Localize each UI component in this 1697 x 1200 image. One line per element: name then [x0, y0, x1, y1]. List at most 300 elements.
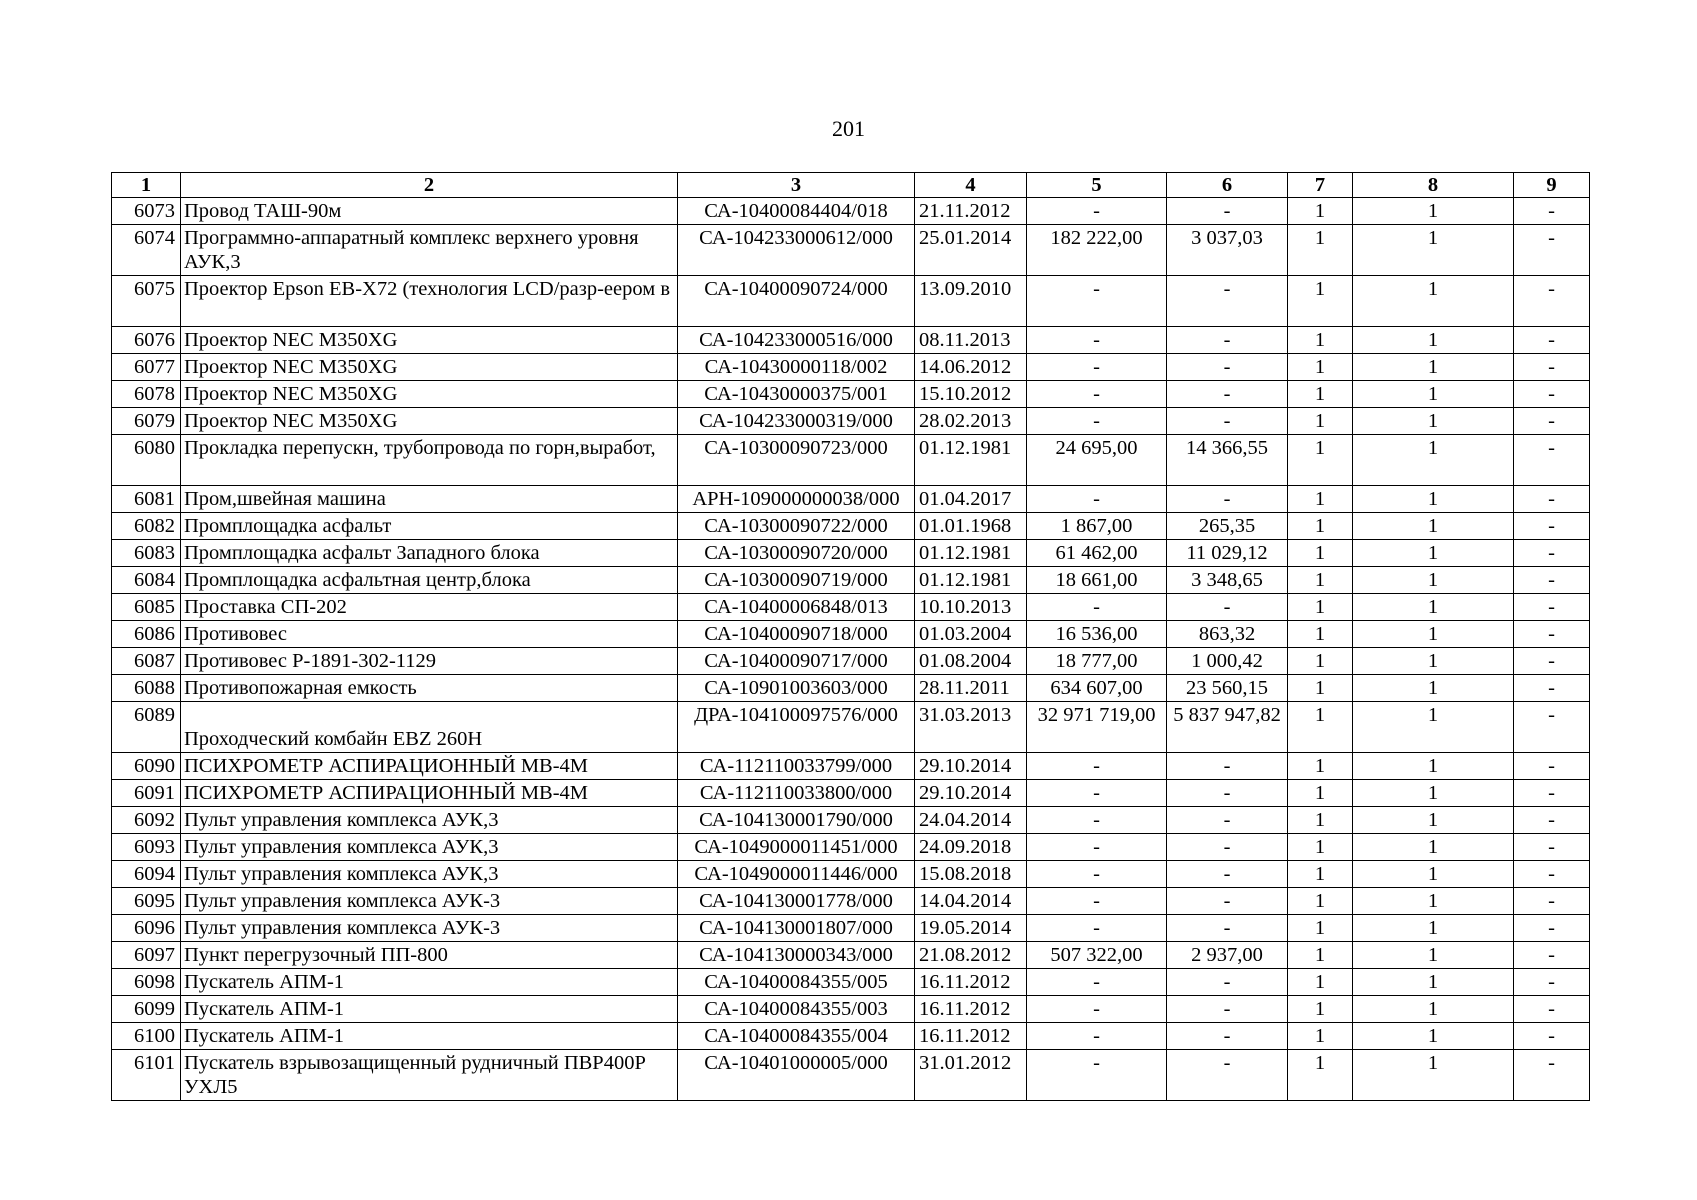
note-cell: -: [1514, 354, 1590, 381]
note-cell: -: [1514, 276, 1590, 327]
quantity-cell: 1: [1288, 1050, 1353, 1101]
inventory-code-cell: СА-10430000375/001: [678, 381, 915, 408]
quantity-cell: 1: [1288, 780, 1353, 807]
note-cell: -: [1514, 834, 1590, 861]
count-cell: 1: [1353, 753, 1514, 780]
header-cell: 1: [112, 173, 181, 198]
date-cell: 28.11.2011: [915, 675, 1027, 702]
item-name-cell: Противовес Р-1891-302-1129: [181, 648, 678, 675]
count-cell: 1: [1353, 276, 1514, 327]
date-cell: 29.10.2014: [915, 780, 1027, 807]
note-cell: -: [1514, 513, 1590, 540]
item-name-cell: Пульт управления комплекса АУК,3: [181, 834, 678, 861]
row-number-cell: 6092: [112, 807, 181, 834]
note-cell: -: [1514, 594, 1590, 621]
cost-value-cell: -: [1027, 381, 1167, 408]
date-cell: 19.05.2014: [915, 915, 1027, 942]
row-number-cell: 6078: [112, 381, 181, 408]
note-cell: -: [1514, 198, 1590, 225]
count-cell: 1: [1353, 1050, 1514, 1101]
count-cell: 1: [1353, 621, 1514, 648]
quantity-cell: 1: [1288, 915, 1353, 942]
inventory-code-cell: СА-10300090722/000: [678, 513, 915, 540]
quantity-cell: 1: [1288, 354, 1353, 381]
quantity-cell: 1: [1288, 648, 1353, 675]
table-row: [112, 1023, 1590, 1050]
table-row: [112, 540, 1590, 567]
cost-value-cell: 1 867,00: [1027, 513, 1167, 540]
inventory-code-cell: СА-104130000343/000: [678, 942, 915, 969]
quantity-cell: 1: [1288, 1023, 1353, 1050]
item-name-cell: Проектор NEC M350XG: [181, 327, 678, 354]
residual-value-cell: -: [1167, 969, 1288, 996]
residual-value-cell: -: [1167, 486, 1288, 513]
residual-value-cell: -: [1167, 834, 1288, 861]
table-row: [112, 381, 1590, 408]
quantity-cell: 1: [1288, 834, 1353, 861]
quantity-cell: 1: [1288, 621, 1353, 648]
date-cell: 01.12.1981: [915, 567, 1027, 594]
date-cell: 01.04.2017: [915, 486, 1027, 513]
residual-value-cell: 2 937,00: [1167, 942, 1288, 969]
row-number-cell: 6077: [112, 354, 181, 381]
cost-value-cell: -: [1027, 354, 1167, 381]
table-row: [112, 408, 1590, 435]
count-cell: 1: [1353, 888, 1514, 915]
date-cell: 14.04.2014: [915, 888, 1027, 915]
item-name-cell: Проставка СП-202: [181, 594, 678, 621]
inventory-code-cell: СА-112110033799/000: [678, 753, 915, 780]
row-number-cell: 6096: [112, 915, 181, 942]
cost-value-cell: -: [1027, 915, 1167, 942]
date-cell: 14.06.2012: [915, 354, 1027, 381]
inventory-code-cell: СА-10401000005/000: [678, 1050, 915, 1101]
date-cell: 25.01.2014: [915, 225, 1027, 276]
inventory-code-cell: АРН-109000000038/000: [678, 486, 915, 513]
residual-value-cell: -: [1167, 1023, 1288, 1050]
inventory-code-cell: СА-10400090724/000: [678, 276, 915, 327]
quantity-cell: 1: [1288, 807, 1353, 834]
table-row: [112, 486, 1590, 513]
residual-value-cell: 863,32: [1167, 621, 1288, 648]
quantity-cell: 1: [1288, 594, 1353, 621]
row-number-cell: 6095: [112, 888, 181, 915]
table-row: [112, 276, 1590, 327]
note-cell: -: [1514, 621, 1590, 648]
table-row: [112, 567, 1590, 594]
item-name-cell: Пром,швейная машина: [181, 486, 678, 513]
cost-value-cell: 182 222,00: [1027, 225, 1167, 276]
table-row: [112, 513, 1590, 540]
quantity-cell: 1: [1288, 861, 1353, 888]
item-name-cell: Прокладка перепускн, трубопровода по горн,выработ,: [181, 435, 678, 486]
quantity-cell: 1: [1288, 486, 1353, 513]
date-cell: 16.11.2012: [915, 1023, 1027, 1050]
inventory-code-cell: СА-10400090718/000: [678, 621, 915, 648]
residual-value-cell: 11 029,12: [1167, 540, 1288, 567]
note-cell: -: [1514, 702, 1590, 753]
date-cell: 21.08.2012: [915, 942, 1027, 969]
table-row: [112, 915, 1590, 942]
cost-value-cell: -: [1027, 594, 1167, 621]
residual-value-cell: -: [1167, 276, 1288, 327]
note-cell: -: [1514, 861, 1590, 888]
inventory-code-cell: СА-10430000118/002: [678, 354, 915, 381]
inventory-code-cell: СА-10400084355/005: [678, 969, 915, 996]
cost-value-cell: 24 695,00: [1027, 435, 1167, 486]
residual-value-cell: -: [1167, 354, 1288, 381]
row-number-cell: 6085: [112, 594, 181, 621]
count-cell: 1: [1353, 996, 1514, 1023]
note-cell: -: [1514, 327, 1590, 354]
count-cell: 1: [1353, 408, 1514, 435]
table-row: [112, 1050, 1590, 1101]
note-cell: -: [1514, 540, 1590, 567]
date-cell: 24.04.2014: [915, 807, 1027, 834]
residual-value-cell: -: [1167, 780, 1288, 807]
row-number-cell: 6080: [112, 435, 181, 486]
note-cell: -: [1514, 888, 1590, 915]
cost-value-cell: 634 607,00: [1027, 675, 1167, 702]
cost-value-cell: 507 322,00: [1027, 942, 1167, 969]
residual-value-cell: -: [1167, 594, 1288, 621]
count-cell: 1: [1353, 702, 1514, 753]
item-name-cell: Проектор NEC M350XG: [181, 354, 678, 381]
residual-value-cell: 265,35: [1167, 513, 1288, 540]
item-name-cell: Проектор NEC M350XG: [181, 408, 678, 435]
quantity-cell: 1: [1288, 327, 1353, 354]
quantity-cell: 1: [1288, 225, 1353, 276]
residual-value-cell: 23 560,15: [1167, 675, 1288, 702]
row-number-cell: 6098: [112, 969, 181, 996]
count-cell: 1: [1353, 969, 1514, 996]
date-cell: 13.09.2010: [915, 276, 1027, 327]
residual-value-cell: -: [1167, 915, 1288, 942]
quantity-cell: 1: [1288, 753, 1353, 780]
count-cell: 1: [1353, 198, 1514, 225]
item-name-cell: ПСИХРОМЕТР АСПИРАЦИОННЫЙ МВ-4М: [181, 753, 678, 780]
count-cell: 1: [1353, 675, 1514, 702]
inventory-code-cell: СА-10400084355/003: [678, 996, 915, 1023]
table-row: [112, 327, 1590, 354]
table-row: [112, 834, 1590, 861]
cost-value-cell: -: [1027, 276, 1167, 327]
count-cell: 1: [1353, 861, 1514, 888]
count-cell: 1: [1353, 435, 1514, 486]
inventory-code-cell: СА-104130001807/000: [678, 915, 915, 942]
table-row: [112, 198, 1590, 225]
residual-value-cell: -: [1167, 888, 1288, 915]
item-name-cell: Противовес: [181, 621, 678, 648]
quantity-cell: 1: [1288, 969, 1353, 996]
note-cell: -: [1514, 381, 1590, 408]
item-name-cell: Пускатель АПМ-1: [181, 1023, 678, 1050]
cost-value-cell: 32 971 719,00: [1027, 702, 1167, 753]
residual-value-cell: 3 348,65: [1167, 567, 1288, 594]
row-number-cell: 6086: [112, 621, 181, 648]
inventory-table: [111, 172, 1590, 1101]
note-cell: -: [1514, 1023, 1590, 1050]
cost-value-cell: -: [1027, 861, 1167, 888]
date-cell: 21.11.2012: [915, 198, 1027, 225]
quantity-cell: 1: [1288, 675, 1353, 702]
residual-value-cell: -: [1167, 327, 1288, 354]
quantity-cell: 1: [1288, 381, 1353, 408]
count-cell: 1: [1353, 648, 1514, 675]
table-row: [112, 996, 1590, 1023]
row-number-cell: 6073: [112, 198, 181, 225]
count-cell: 1: [1353, 513, 1514, 540]
cost-value-cell: -: [1027, 1023, 1167, 1050]
quantity-cell: 1: [1288, 540, 1353, 567]
cost-value-cell: 18 777,00: [1027, 648, 1167, 675]
header-cell: 9: [1514, 173, 1590, 198]
note-cell: -: [1514, 915, 1590, 942]
cost-value-cell: -: [1027, 969, 1167, 996]
residual-value-cell: -: [1167, 996, 1288, 1023]
date-cell: 01.08.2004: [915, 648, 1027, 675]
header-cell: 3: [678, 173, 915, 198]
note-cell: -: [1514, 675, 1590, 702]
item-name-cell: Проходческий комбайн EBZ 260H: [181, 702, 678, 753]
item-name-cell: Пункт перегрузочный ПП-800: [181, 942, 678, 969]
date-cell: 08.11.2013: [915, 327, 1027, 354]
row-number-cell: 6089: [112, 702, 181, 753]
item-name-cell: ПСИХРОМЕТР АСПИРАЦИОННЫЙ МВ-4М: [181, 780, 678, 807]
header-cell: 2: [181, 173, 678, 198]
header-row: [112, 173, 1590, 198]
item-name-cell: Противопожарная емкость: [181, 675, 678, 702]
table-row: [112, 675, 1590, 702]
date-cell: 01.01.1968: [915, 513, 1027, 540]
row-number-cell: 6083: [112, 540, 181, 567]
page-number: 201: [832, 116, 865, 141]
row-number-cell: 6101: [112, 1050, 181, 1101]
cost-value-cell: 18 661,00: [1027, 567, 1167, 594]
inventory-code-cell: СА-10300090720/000: [678, 540, 915, 567]
count-cell: 1: [1353, 834, 1514, 861]
row-number-cell: 6094: [112, 861, 181, 888]
date-cell: 10.10.2013: [915, 594, 1027, 621]
item-name-cell: Промплощадка асфальт Западного блока: [181, 540, 678, 567]
item-name-cell: Проектор Epson EB-X72 (технология LCD/разр-еером в: [181, 276, 678, 327]
cost-value-cell: -: [1027, 780, 1167, 807]
cost-value-cell: -: [1027, 753, 1167, 780]
header-cell: 7: [1288, 173, 1353, 198]
count-cell: 1: [1353, 915, 1514, 942]
item-name-cell: Провод ТАШ-90м: [181, 198, 678, 225]
inventory-code-cell: СА-104233000319/000: [678, 408, 915, 435]
date-cell: 01.12.1981: [915, 540, 1027, 567]
cost-value-cell: -: [1027, 198, 1167, 225]
quantity-cell: 1: [1288, 942, 1353, 969]
cost-value-cell: -: [1027, 486, 1167, 513]
item-name-cell: Программно-аппаратный комплекс верхнего уровня АУК,3: [181, 225, 678, 276]
row-number-cell: 6076: [112, 327, 181, 354]
inventory-code-cell: СА-104130001778/000: [678, 888, 915, 915]
inventory-code-cell: ДРА-104100097576/000: [678, 702, 915, 753]
cost-value-cell: -: [1027, 888, 1167, 915]
residual-value-cell: -: [1167, 198, 1288, 225]
date-cell: 16.11.2012: [915, 969, 1027, 996]
row-number-cell: 6100: [112, 1023, 181, 1050]
row-number-cell: 6088: [112, 675, 181, 702]
inventory-code-cell: СА-104130001790/000: [678, 807, 915, 834]
row-number-cell: 6099: [112, 996, 181, 1023]
header-cell: 6: [1167, 173, 1288, 198]
cost-value-cell: 16 536,00: [1027, 621, 1167, 648]
item-name-cell: Пульт управления комплекса АУК-3: [181, 915, 678, 942]
header-cell: 8: [1353, 173, 1514, 198]
residual-value-cell: 14 366,55: [1167, 435, 1288, 486]
table-row: [112, 621, 1590, 648]
table-row: [112, 942, 1590, 969]
count-cell: 1: [1353, 354, 1514, 381]
item-name-cell: Пускатель АПМ-1: [181, 969, 678, 996]
inventory-code-cell: СА-10400084404/018: [678, 198, 915, 225]
note-cell: -: [1514, 969, 1590, 996]
inventory-code-cell: СА-104233000612/000: [678, 225, 915, 276]
date-cell: 29.10.2014: [915, 753, 1027, 780]
table-row: [112, 888, 1590, 915]
item-name-cell: Проектор NEC M350XG: [181, 381, 678, 408]
row-number-cell: 6082: [112, 513, 181, 540]
item-name-cell: Промплощадка асфальтная центр,блока: [181, 567, 678, 594]
table-row: [112, 225, 1590, 276]
note-cell: -: [1514, 408, 1590, 435]
date-cell: 16.11.2012: [915, 996, 1027, 1023]
table-row: [112, 648, 1590, 675]
inventory-code-cell: СА-1049000011446/000: [678, 861, 915, 888]
row-number-cell: 6084: [112, 567, 181, 594]
inventory-code-cell: СА-1049000011451/000: [678, 834, 915, 861]
table-row: [112, 354, 1590, 381]
date-cell: 31.03.2013: [915, 702, 1027, 753]
item-name-cell: Промплощадка асфальт: [181, 513, 678, 540]
note-cell: -: [1514, 486, 1590, 513]
residual-value-cell: -: [1167, 861, 1288, 888]
quantity-cell: 1: [1288, 996, 1353, 1023]
cost-value-cell: -: [1027, 834, 1167, 861]
quantity-cell: 1: [1288, 408, 1353, 435]
residual-value-cell: 5 837 947,82: [1167, 702, 1288, 753]
date-cell: 15.10.2012: [915, 381, 1027, 408]
count-cell: 1: [1353, 942, 1514, 969]
table-row: [112, 594, 1590, 621]
item-name-cell: Пульт управления комплекса АУК,3: [181, 807, 678, 834]
note-cell: -: [1514, 780, 1590, 807]
header-cell: 4: [915, 173, 1027, 198]
cost-value-cell: -: [1027, 1050, 1167, 1101]
date-cell: 15.08.2018: [915, 861, 1027, 888]
count-cell: 1: [1353, 486, 1514, 513]
table-row: [112, 702, 1590, 753]
cost-value-cell: -: [1027, 408, 1167, 435]
row-number-cell: 6087: [112, 648, 181, 675]
inventory-code-cell: СА-10400090717/000: [678, 648, 915, 675]
date-cell: 31.01.2012: [915, 1050, 1027, 1101]
row-number-cell: 6081: [112, 486, 181, 513]
residual-value-cell: -: [1167, 807, 1288, 834]
note-cell: -: [1514, 648, 1590, 675]
count-cell: 1: [1353, 807, 1514, 834]
table-row: [112, 435, 1590, 486]
inventory-code-cell: СА-10300090719/000: [678, 567, 915, 594]
count-cell: 1: [1353, 327, 1514, 354]
table-row: [112, 753, 1590, 780]
quantity-cell: 1: [1288, 435, 1353, 486]
inventory-code-cell: СА-10300090723/000: [678, 435, 915, 486]
note-cell: -: [1514, 435, 1590, 486]
inventory-code-cell: СА-10901003603/000: [678, 675, 915, 702]
count-cell: 1: [1353, 567, 1514, 594]
residual-value-cell: -: [1167, 381, 1288, 408]
table-row: [112, 969, 1590, 996]
quantity-cell: 1: [1288, 888, 1353, 915]
cost-value-cell: -: [1027, 807, 1167, 834]
row-number-cell: 6097: [112, 942, 181, 969]
count-cell: 1: [1353, 225, 1514, 276]
row-number-cell: 6091: [112, 780, 181, 807]
quantity-cell: 1: [1288, 567, 1353, 594]
note-cell: -: [1514, 1050, 1590, 1101]
table-row: [112, 780, 1590, 807]
residual-value-cell: -: [1167, 1050, 1288, 1101]
note-cell: -: [1514, 753, 1590, 780]
residual-value-cell: 1 000,42: [1167, 648, 1288, 675]
row-number-cell: 6079: [112, 408, 181, 435]
row-number-cell: 6075: [112, 276, 181, 327]
count-cell: 1: [1353, 780, 1514, 807]
row-number-cell: 6093: [112, 834, 181, 861]
table-row: [112, 807, 1590, 834]
residual-value-cell: -: [1167, 753, 1288, 780]
quantity-cell: 1: [1288, 702, 1353, 753]
residual-value-cell: -: [1167, 408, 1288, 435]
item-name-cell: Пускатель взрывозащищенный рудничный ПВР400Р УХЛ5: [181, 1050, 678, 1101]
item-name-cell: Пульт управления комплекса АУК,3: [181, 861, 678, 888]
quantity-cell: 1: [1288, 513, 1353, 540]
quantity-cell: 1: [1288, 198, 1353, 225]
row-number-cell: 6074: [112, 225, 181, 276]
count-cell: 1: [1353, 594, 1514, 621]
date-cell: 24.09.2018: [915, 834, 1027, 861]
date-cell: 01.12.1981: [915, 435, 1027, 486]
note-cell: -: [1514, 807, 1590, 834]
residual-value-cell: 3 037,03: [1167, 225, 1288, 276]
inventory-code-cell: СА-10400006848/013: [678, 594, 915, 621]
note-cell: -: [1514, 225, 1590, 276]
cost-value-cell: -: [1027, 327, 1167, 354]
note-cell: -: [1514, 996, 1590, 1023]
count-cell: 1: [1353, 540, 1514, 567]
cost-value-cell: -: [1027, 996, 1167, 1023]
header-cell: 5: [1027, 173, 1167, 198]
table-row: [112, 861, 1590, 888]
inventory-code-cell: СА-104233000516/000: [678, 327, 915, 354]
note-cell: -: [1514, 567, 1590, 594]
note-cell: -: [1514, 942, 1590, 969]
row-number-cell: 6090: [112, 753, 181, 780]
date-cell: 01.03.2004: [915, 621, 1027, 648]
inventory-code-cell: СА-10400084355/004: [678, 1023, 915, 1050]
count-cell: 1: [1353, 381, 1514, 408]
inventory-code-cell: СА-112110033800/000: [678, 780, 915, 807]
item-name-cell: Пускатель АПМ-1: [181, 996, 678, 1023]
cost-value-cell: 61 462,00: [1027, 540, 1167, 567]
quantity-cell: 1: [1288, 276, 1353, 327]
count-cell: 1: [1353, 1023, 1514, 1050]
